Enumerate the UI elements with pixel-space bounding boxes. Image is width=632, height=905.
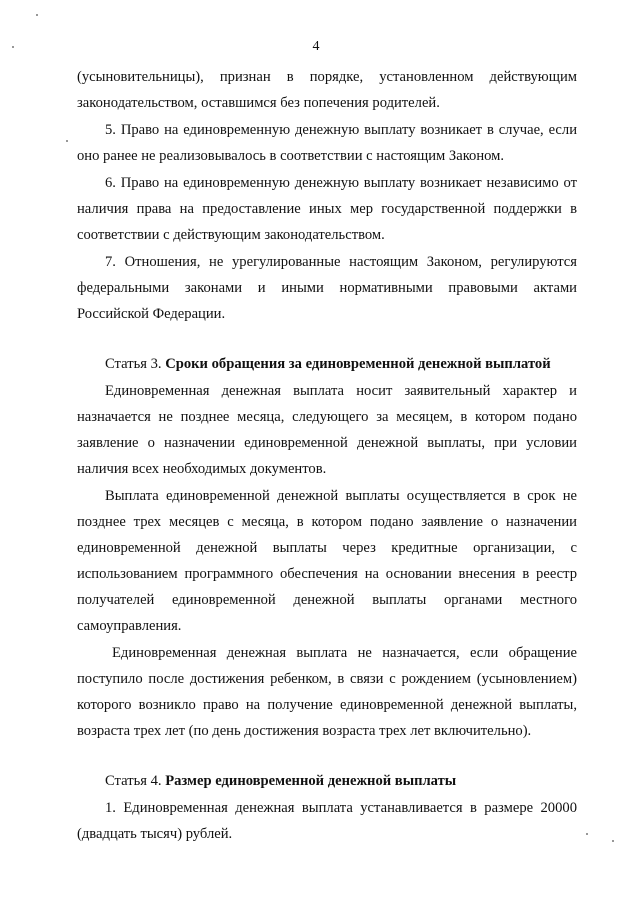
scan-speck: [12, 46, 14, 48]
text-line: которого возникло право на получение единовременной денежной выплаты,: [77, 697, 577, 713]
text-line: наличия права на предоставление иных мер государственной поддержки в: [77, 201, 577, 217]
article-4-prefix: Статья 4.: [105, 773, 166, 789]
text-line: возраста трех лет (по день достижения возраста трех лет включительно).: [77, 723, 532, 739]
text-line: оно ранее не реализовывалось в соответствии с настоящим Законом.: [77, 148, 505, 164]
text-line: Выплата единовременной денежной выплаты осуществляется в срок не: [105, 488, 577, 504]
text-line: наличия всех необходимых документов.: [77, 461, 327, 477]
text-line: Единовременная денежная выплата носит заявительный характер и: [105, 383, 577, 399]
text-line: законодательством, оставшимся без попечения родителей.: [77, 95, 440, 111]
text-line: 1. Единовременная денежная выплата устанавливается в размере 20000: [105, 800, 577, 816]
article-4-heading: [105, 771, 456, 791]
text-line: Единовременная денежная выплата не назначается, если обращение: [112, 645, 577, 661]
text-line: позднее трех месяцев с месяца, в котором подано заявление о назначении: [77, 514, 577, 530]
text-line: использованием программного обеспечения на основании внесения в реестр: [77, 566, 577, 582]
text-line: получателей единовременной денежной выплаты органами местного: [77, 592, 577, 608]
text-line: Российской Федерации.: [77, 306, 226, 322]
text-line: федеральными законами и иными нормативными правовыми актами: [77, 280, 577, 296]
scan-speck: [36, 14, 38, 16]
text-line: соответствии с действующим законодательством.: [77, 227, 385, 243]
text-line: 5. Право на единовременную денежную выплату возникает в случае, если: [105, 122, 577, 138]
scan-speck: [586, 833, 588, 835]
article-3-title: Сроки обращения за единовременной денежной выплатой: [165, 356, 551, 372]
text-line: самоуправления.: [77, 618, 182, 634]
text-line: 6. Право на единовременную денежную выплату возникает независимо от: [105, 175, 577, 191]
text-line: (двадцать тысяч) рублей.: [77, 826, 233, 842]
scan-speck: [66, 140, 68, 142]
text-line: поступило после достижения ребенком, в связи с рождением (усыновлением): [77, 671, 577, 687]
text-line: назначается не позднее месяца, следующего за месяцем, в котором подано: [77, 409, 577, 425]
article-3-heading: [105, 354, 551, 374]
article-4-title: Размер единовременной денежной выплаты: [165, 773, 457, 789]
text-line: заявление о назначении единовременной денежной выплаты, при условии: [77, 435, 577, 451]
text-line: 7. Отношения, не урегулированные настоящим Законом, регулируются: [105, 254, 577, 270]
page-number: 4: [312, 39, 320, 54]
text-line: (усыновительницы), признан в порядке, установленном действующим: [77, 69, 577, 85]
scan-speck: [612, 840, 614, 842]
text-line: единовременной денежной выплаты через кредитные организации, с: [77, 540, 577, 556]
article-3-prefix: Статья 3.: [105, 356, 166, 372]
